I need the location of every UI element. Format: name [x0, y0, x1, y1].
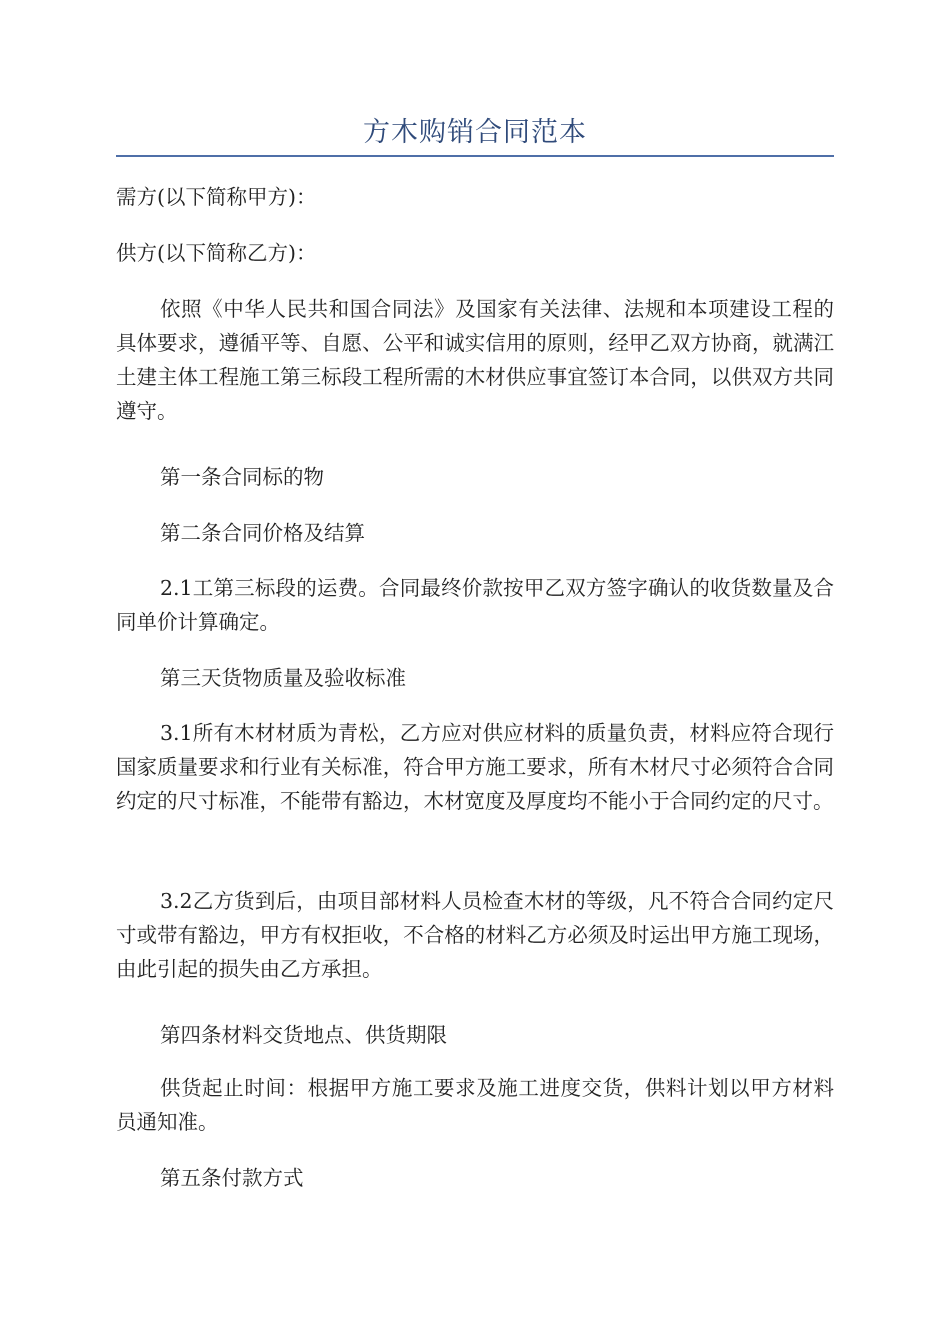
supplier-line: 供方(以下简称乙方)：: [116, 241, 317, 265]
clause-3-1: 3.1所有木材材质为青松，乙方应对供应材料的质量负责，材料应符合现行国家质量要求和行业有关标准，符合甲方施工要求，所有木材尺寸必须符合合同约定的尺寸标准，不能带有豁边，木材宽度及厚度均不能小于合同约定的尺寸。: [116, 721, 834, 813]
clause-2-1: 2.1工第三标段的运费。合同最终价款按甲乙双方签字确认的收货数量及合同单价计算确定。: [116, 576, 834, 634]
article-2-heading: 第二条合同价格及结算: [160, 521, 365, 545]
article-5-heading: 第五条付款方式: [160, 1166, 304, 1190]
supply-period-paragraph: 供货起止时间：根据甲方施工要求及施工进度交货，供料计划以甲方材料员通知准。: [116, 1076, 834, 1134]
title-underline: [116, 155, 834, 157]
article-3-heading: 第三天货物质量及验收标准: [160, 666, 406, 690]
article-1-heading: 第一条合同标的物: [160, 465, 324, 489]
preamble-paragraph: 依照《中华人民共和国合同法》及国家有关法律、法规和本项建设工程的具体要求，遵循平等、自愿、公平和诚实信用的原则，经甲乙双方协商，就满江土建主体工程施工第三标段工程所需的木材供应事宜签订本合同，以供双方共同遵守。: [116, 297, 834, 423]
clause-3-2: 3.2乙方货到后，由项目部材料人员检查木材的等级，凡不符合合同约定尺寸或带有豁边，甲方有权拒收，不合格的材料乙方必须及时运出甲方施工现场，由此引起的损失由乙方承担。: [116, 889, 834, 981]
document-page: [116, 0, 834, 1344]
buyer-line: 需方(以下简称甲方)：: [116, 185, 317, 209]
article-4-heading: 第四条材料交货地点、供货期限: [160, 1023, 447, 1047]
document-title: 方木购销合同范本: [363, 117, 587, 148]
